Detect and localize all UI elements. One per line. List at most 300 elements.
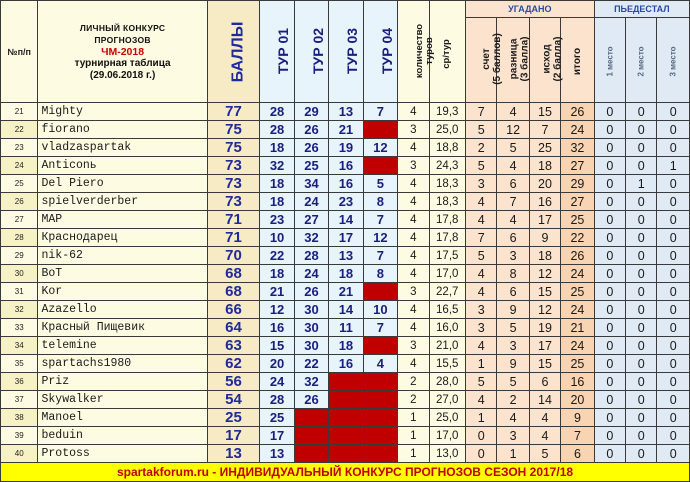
guessed-score-cell: 4 [465, 391, 496, 409]
tour-1-cell: 28 [260, 391, 294, 409]
guessed-score-cell: 5 [465, 247, 496, 265]
tour-3-cell: 18 [329, 337, 363, 355]
row-num-cell: 35 [1, 355, 38, 373]
tour-2-cell: 30 [294, 319, 328, 337]
tour-1-cell: 17 [260, 427, 294, 445]
player-name-cell: Mighty [38, 103, 207, 121]
tours-count-cell: 1 [398, 445, 429, 463]
place-3-cell: 0 [657, 175, 690, 193]
avg-per-tour-cell: 15,5 [429, 355, 465, 373]
table-row [1, 121, 690, 139]
tour-2-cell: 32 [294, 373, 328, 391]
place-3-cell: 0 [657, 211, 690, 229]
place-3-cell: 0 [657, 373, 690, 391]
place-2-cell: 0 [626, 265, 657, 283]
title-date: (29.06.2018 г.) [89, 69, 156, 81]
header-balls: БАЛЛЫ [207, 1, 260, 103]
table-row [1, 247, 690, 265]
player-name-cell: Kor [38, 283, 207, 301]
guessed-total-cell: 26 [561, 103, 594, 121]
tour-3-cell: 13 [329, 103, 363, 121]
place-2-cell: 0 [626, 301, 657, 319]
tours-count-cell: 3 [398, 337, 429, 355]
guessed-diff-cell: 7 [497, 193, 529, 211]
guessed-total-cell: 29 [561, 175, 594, 193]
avg-per-tour-cell: 27,0 [429, 391, 465, 409]
tour-4-cell: 12 [363, 229, 397, 247]
guessed-total-cell: 20 [561, 391, 594, 409]
player-name-cell: Skywalker [38, 391, 207, 409]
header-total: итого [561, 18, 594, 103]
place-2-cell: 0 [626, 337, 657, 355]
place-1-cell: 0 [594, 427, 625, 445]
guessed-total-cell: 24 [561, 121, 594, 139]
tours-count-cell: 3 [398, 157, 429, 175]
guessed-score-cell: 4 [465, 211, 496, 229]
guessed-outcome-cell: 17 [529, 337, 560, 355]
avg-per-tour-cell: 19,3 [429, 103, 465, 121]
table-row [1, 283, 690, 301]
player-name-cell: vladzaspartak [38, 139, 207, 157]
avg-per-tour-cell: 18,3 [429, 175, 465, 193]
place-2-cell: 0 [626, 139, 657, 157]
guessed-total-cell: 22 [561, 229, 594, 247]
place-1-cell: 0 [594, 265, 625, 283]
header-diff: разница (3 балла) [497, 18, 529, 103]
player-name-cell: Anticonь [38, 157, 207, 175]
tours-count-cell: 4 [398, 247, 429, 265]
balls-cell: 75 [207, 139, 260, 157]
tour-1-cell: 22 [260, 247, 294, 265]
tour-3-cell: 13 [329, 247, 363, 265]
table-row [1, 139, 690, 157]
avg-per-tour-cell: 16,5 [429, 301, 465, 319]
tour-3-cell: 19 [329, 139, 363, 157]
tour-2-cell: 30 [294, 337, 328, 355]
tour-4-cell: 7 [363, 211, 397, 229]
table-row [1, 337, 690, 355]
guessed-diff-cell: 6 [497, 229, 529, 247]
place-2-cell: 0 [626, 247, 657, 265]
guessed-score-cell: 3 [465, 175, 496, 193]
place-3-cell: 0 [657, 409, 690, 427]
guessed-total-cell: 24 [561, 301, 594, 319]
guessed-total-cell: 21 [561, 319, 594, 337]
avg-per-tour-cell: 21,0 [429, 337, 465, 355]
guessed-total-cell: 26 [561, 247, 594, 265]
row-num-cell: 31 [1, 283, 38, 301]
balls-cell: 63 [207, 337, 260, 355]
tour-1-cell: 25 [260, 409, 294, 427]
guessed-total-cell: 25 [561, 355, 594, 373]
guessed-score-cell: 7 [465, 229, 496, 247]
guessed-diff-cell: 5 [497, 319, 529, 337]
player-name-cell: Del Piero [38, 175, 207, 193]
tour-4-cell: 7 [363, 103, 397, 121]
guessed-score-cell: 1 [465, 355, 496, 373]
row-num-cell: 21 [1, 103, 38, 121]
tour-2-cell [294, 445, 328, 463]
table-row [1, 355, 690, 373]
tour-4-cell [363, 427, 397, 445]
place-3-cell: 0 [657, 355, 690, 373]
tour-2-cell: 34 [294, 175, 328, 193]
place-3-cell: 0 [657, 319, 690, 337]
guessed-outcome-cell: 6 [529, 373, 560, 391]
row-num-cell: 22 [1, 121, 38, 139]
guessed-score-cell: 5 [465, 157, 496, 175]
tours-count-cell: 4 [398, 211, 429, 229]
table-row [1, 103, 690, 121]
tours-count-cell: 4 [398, 139, 429, 157]
tour-2-cell: 29 [294, 103, 328, 121]
player-name-cell: Краснодарец [38, 229, 207, 247]
tour-4-cell: 4 [363, 355, 397, 373]
tour-1-cell: 18 [260, 193, 294, 211]
tours-count-cell: 4 [398, 301, 429, 319]
guessed-outcome-cell: 18 [529, 157, 560, 175]
guessed-score-cell: 4 [465, 193, 496, 211]
avg-per-tour-cell: 16,0 [429, 319, 465, 337]
table-row [1, 409, 690, 427]
guessed-total-cell: 27 [561, 193, 594, 211]
tour-2-cell: 26 [294, 391, 328, 409]
balls-cell: 62 [207, 355, 260, 373]
tour-3-cell: 16 [329, 175, 363, 193]
tour-1-cell: 28 [260, 121, 294, 139]
avg-per-tour-cell: 17,8 [429, 211, 465, 229]
row-num-cell: 24 [1, 157, 38, 175]
row-num-cell: 28 [1, 229, 38, 247]
balls-cell: 68 [207, 265, 260, 283]
table-row [1, 391, 690, 409]
avg-per-tour-cell: 17,5 [429, 247, 465, 265]
player-name-cell: spartachs1980 [38, 355, 207, 373]
place-3-cell: 0 [657, 229, 690, 247]
guessed-score-cell: 4 [465, 283, 496, 301]
avg-per-tour-cell: 17,8 [429, 229, 465, 247]
tour-1-cell: 24 [260, 373, 294, 391]
tour-4-cell [363, 445, 397, 463]
balls-cell: 56 [207, 373, 260, 391]
tours-count-cell: 2 [398, 391, 429, 409]
player-name-cell: telemine [38, 337, 207, 355]
tour-3-cell: 16 [329, 157, 363, 175]
tour-4-cell: 12 [363, 139, 397, 157]
place-2-cell: 0 [626, 391, 657, 409]
place-3-cell: 0 [657, 139, 690, 157]
guessed-diff-cell: 1 [497, 445, 529, 463]
tour-3-cell: 14 [329, 301, 363, 319]
guessed-outcome-cell: 15 [529, 283, 560, 301]
header-guessed: УГАДАНО [465, 1, 594, 18]
row-num-cell: 30 [1, 265, 38, 283]
table-row [1, 445, 690, 463]
tours-count-cell: 4 [398, 319, 429, 337]
guessed-total-cell: 25 [561, 211, 594, 229]
place-2-cell: 0 [626, 157, 657, 175]
player-name-cell: beduin [38, 427, 207, 445]
balls-cell: 73 [207, 193, 260, 211]
row-num-cell: 40 [1, 445, 38, 463]
tour-2-cell: 28 [294, 247, 328, 265]
balls-cell: 77 [207, 103, 260, 121]
avg-per-tour-cell: 17,0 [429, 427, 465, 445]
header-outcome: исход (2 балла) [529, 18, 560, 103]
place-3-cell: 0 [657, 283, 690, 301]
avg-per-tour-cell: 18,8 [429, 139, 465, 157]
guessed-outcome-cell: 16 [529, 193, 560, 211]
place-1-cell: 0 [594, 103, 625, 121]
header-score: счет (5 баллов) [465, 18, 496, 103]
header-tour-4: ТУР 04 [363, 1, 397, 103]
tour-4-cell [363, 283, 397, 301]
guessed-diff-cell: 3 [497, 427, 529, 445]
place-2-cell: 0 [626, 103, 657, 121]
row-num-cell: 38 [1, 409, 38, 427]
guessed-outcome-cell: 17 [529, 211, 560, 229]
tour-1-cell: 13 [260, 445, 294, 463]
header-avg: ср/тур [429, 1, 465, 103]
guessed-outcome-cell: 18 [529, 247, 560, 265]
tour-1-cell: 15 [260, 337, 294, 355]
guessed-outcome-cell: 19 [529, 319, 560, 337]
title-line-1: ЛИЧНЫЙ КОНКУРС [79, 22, 166, 33]
tour-3-cell: 21 [329, 283, 363, 301]
place-2-cell: 0 [626, 319, 657, 337]
avg-per-tour-cell: 13,0 [429, 445, 465, 463]
guessed-outcome-cell: 15 [529, 355, 560, 373]
guessed-score-cell: 4 [465, 337, 496, 355]
guessed-total-cell: 16 [561, 373, 594, 391]
tour-2-cell: 32 [294, 229, 328, 247]
avg-per-tour-cell: 17,0 [429, 265, 465, 283]
tour-2-cell [294, 427, 328, 445]
tour-4-cell [363, 157, 397, 175]
guessed-diff-cell: 5 [497, 139, 529, 157]
header-place-2: 2 место [626, 18, 657, 103]
table-row [1, 175, 690, 193]
player-name-cell: nik-62 [38, 247, 207, 265]
place-2-cell: 0 [626, 355, 657, 373]
place-3-cell: 0 [657, 337, 690, 355]
balls-cell: 54 [207, 391, 260, 409]
guessed-diff-cell: 9 [497, 301, 529, 319]
place-2-cell: 0 [626, 283, 657, 301]
header-place-1: 1 место [594, 18, 625, 103]
row-num-cell: 39 [1, 427, 38, 445]
player-name-cell: fiorano [38, 121, 207, 139]
row-num-cell: 37 [1, 391, 38, 409]
header-tour-3: ТУР 03 [329, 1, 363, 103]
tour-1-cell: 20 [260, 355, 294, 373]
tour-4-cell [363, 373, 397, 391]
tour-2-cell: 24 [294, 193, 328, 211]
table-row [1, 373, 690, 391]
tour-3-cell [329, 391, 363, 409]
guessed-score-cell: 7 [465, 103, 496, 121]
tours-count-cell: 4 [398, 265, 429, 283]
place-1-cell: 0 [594, 211, 625, 229]
player-name-cell: MAP [38, 211, 207, 229]
table-row [1, 211, 690, 229]
avg-per-tour-cell: 24,3 [429, 157, 465, 175]
balls-cell: 71 [207, 229, 260, 247]
table-title [38, 1, 207, 103]
player-name-cell: Azazello [38, 301, 207, 319]
player-name-cell: Protoss [38, 445, 207, 463]
tour-1-cell: 18 [260, 175, 294, 193]
tour-2-cell: 24 [294, 265, 328, 283]
title-line-4: турнирная таблица [74, 57, 171, 69]
balls-cell: 13 [207, 445, 260, 463]
place-3-cell: 0 [657, 427, 690, 445]
guessed-outcome-cell: 9 [529, 229, 560, 247]
avg-per-tour-cell: 25,0 [429, 409, 465, 427]
table-row [1, 229, 690, 247]
place-3-cell: 0 [657, 247, 690, 265]
tours-count-cell: 2 [398, 373, 429, 391]
tour-4-cell: 7 [363, 319, 397, 337]
tour-3-cell [329, 445, 363, 463]
table-row [1, 193, 690, 211]
guessed-diff-cell: 12 [497, 121, 529, 139]
footer-banner: spartakforum.ru - ИНДИВИДУАЛЬНЫЙ КОНКУРС ПРОГНОЗОВ СЕЗОН 2017/18 [1, 463, 690, 482]
guessed-outcome-cell: 5 [529, 445, 560, 463]
row-num-cell: 25 [1, 175, 38, 193]
tours-count-cell: 1 [398, 427, 429, 445]
tours-count-cell: 4 [398, 229, 429, 247]
player-name-cell: Priz [38, 373, 207, 391]
tour-3-cell: 21 [329, 121, 363, 139]
place-1-cell: 0 [594, 319, 625, 337]
tour-3-cell [329, 409, 363, 427]
tour-2-cell: 27 [294, 211, 328, 229]
tour-1-cell: 21 [260, 283, 294, 301]
guessed-score-cell: 2 [465, 139, 496, 157]
guessed-outcome-cell: 15 [529, 103, 560, 121]
guessed-total-cell: 25 [561, 283, 594, 301]
place-3-cell: 1 [657, 157, 690, 175]
place-1-cell: 0 [594, 175, 625, 193]
tour-2-cell: 25 [294, 157, 328, 175]
header-tour-2: ТУР 02 [294, 1, 328, 103]
avg-per-tour-cell: 28,0 [429, 373, 465, 391]
tour-2-cell: 26 [294, 283, 328, 301]
guessed-total-cell: 24 [561, 265, 594, 283]
guessed-diff-cell: 3 [497, 247, 529, 265]
table-row [1, 157, 690, 175]
guessed-total-cell: 6 [561, 445, 594, 463]
tour-3-cell: 16 [329, 355, 363, 373]
place-1-cell: 0 [594, 373, 625, 391]
tour-2-cell: 30 [294, 301, 328, 319]
title-tournament: ЧМ-2018 [101, 45, 145, 58]
table-row [1, 301, 690, 319]
guessed-score-cell: 5 [465, 373, 496, 391]
place-1-cell: 0 [594, 139, 625, 157]
guessed-total-cell: 7 [561, 427, 594, 445]
balls-cell: 66 [207, 301, 260, 319]
place-3-cell: 0 [657, 103, 690, 121]
guessed-diff-cell: 5 [497, 373, 529, 391]
place-3-cell: 0 [657, 445, 690, 463]
tour-3-cell: 11 [329, 319, 363, 337]
tour-1-cell: 16 [260, 319, 294, 337]
guessed-diff-cell: 8 [497, 265, 529, 283]
guessed-total-cell: 24 [561, 337, 594, 355]
balls-cell: 68 [207, 283, 260, 301]
guessed-outcome-cell: 20 [529, 175, 560, 193]
place-2-cell: 0 [626, 211, 657, 229]
guessed-diff-cell: 3 [497, 337, 529, 355]
row-num-cell: 32 [1, 301, 38, 319]
table-row [1, 427, 690, 445]
tour-3-cell: 14 [329, 211, 363, 229]
guessed-score-cell: 3 [465, 319, 496, 337]
place-1-cell: 0 [594, 445, 625, 463]
tour-2-cell: 26 [294, 139, 328, 157]
guessed-score-cell: 4 [465, 265, 496, 283]
tour-3-cell [329, 427, 363, 445]
place-1-cell: 0 [594, 283, 625, 301]
place-1-cell: 0 [594, 157, 625, 175]
place-2-cell: 0 [626, 445, 657, 463]
tour-2-cell: 26 [294, 121, 328, 139]
guessed-outcome-cell: 25 [529, 139, 560, 157]
place-1-cell: 0 [594, 409, 625, 427]
tour-4-cell [363, 337, 397, 355]
guessed-outcome-cell: 4 [529, 409, 560, 427]
tour-3-cell: 17 [329, 229, 363, 247]
tours-count-cell: 3 [398, 283, 429, 301]
avg-per-tour-cell: 18,3 [429, 193, 465, 211]
guessed-total-cell: 32 [561, 139, 594, 157]
tour-4-cell: 8 [363, 193, 397, 211]
row-num-cell: 34 [1, 337, 38, 355]
place-1-cell: 0 [594, 391, 625, 409]
tour-2-cell: 22 [294, 355, 328, 373]
guessed-outcome-cell: 12 [529, 301, 560, 319]
balls-cell: 75 [207, 121, 260, 139]
place-1-cell: 0 [594, 355, 625, 373]
balls-cell: 71 [207, 211, 260, 229]
guessed-diff-cell: 9 [497, 355, 529, 373]
tour-2-cell [294, 409, 328, 427]
balls-cell: 17 [207, 427, 260, 445]
balls-cell: 73 [207, 175, 260, 193]
table-body [1, 103, 690, 463]
tour-4-cell [363, 391, 397, 409]
guessed-outcome-cell: 4 [529, 427, 560, 445]
guessed-diff-cell: 4 [497, 103, 529, 121]
guessed-diff-cell: 4 [497, 211, 529, 229]
balls-cell: 70 [207, 247, 260, 265]
player-name-cell: BoT [38, 265, 207, 283]
tour-1-cell: 12 [260, 301, 294, 319]
guessed-score-cell: 0 [465, 445, 496, 463]
tour-4-cell: 5 [363, 175, 397, 193]
guessed-outcome-cell: 12 [529, 265, 560, 283]
header-num: №п/п [1, 1, 38, 103]
row-num-cell: 26 [1, 193, 38, 211]
place-3-cell: 0 [657, 193, 690, 211]
header-place-3: 3 место [657, 18, 690, 103]
tours-count-cell: 4 [398, 103, 429, 121]
header-podium: ПЬЕДЕСТАЛ [594, 1, 689, 18]
row-num-cell: 29 [1, 247, 38, 265]
guessed-diff-cell: 4 [497, 409, 529, 427]
